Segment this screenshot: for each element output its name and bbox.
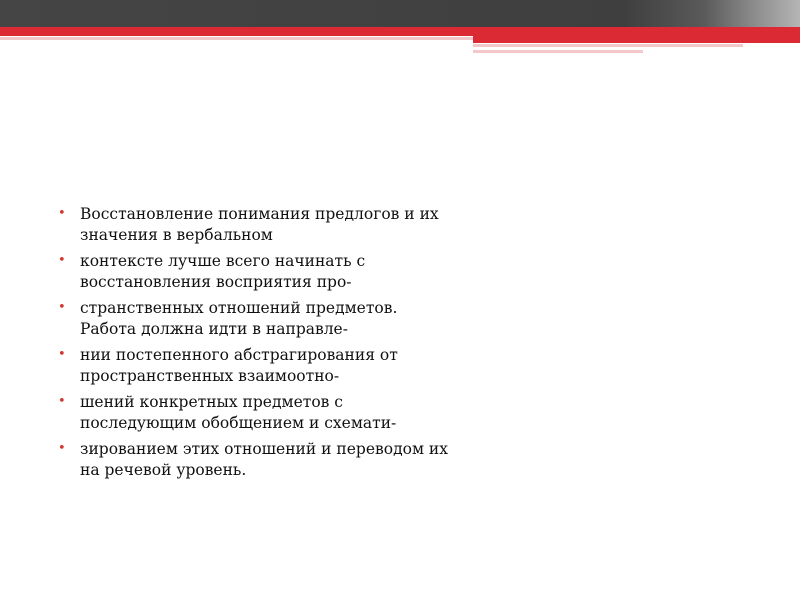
bullet-text: странственных отношений предметов. Работа должна идти в направле- xyxy=(80,299,398,338)
list-item xyxy=(58,439,458,480)
list-item xyxy=(58,298,458,339)
list-item xyxy=(58,392,458,433)
bullet-icon: • xyxy=(58,206,66,221)
accent-line-right-short xyxy=(473,50,643,53)
bullet-text: шений конкретных предметов с последующим обобщением и схемати- xyxy=(80,393,397,432)
list-item xyxy=(58,204,458,245)
header-band xyxy=(0,0,800,27)
slide-body xyxy=(58,204,458,486)
accent-line-right xyxy=(473,44,743,47)
accent-line-left xyxy=(0,37,473,40)
bullet-icon: • xyxy=(58,300,66,315)
bullet-icon: • xyxy=(58,441,66,456)
bullet-text: зированием этих отношений и переводом их на речевой уровень. xyxy=(80,440,448,479)
bullet-icon: • xyxy=(58,253,66,268)
accent-stripe xyxy=(0,27,800,36)
accent-stripe-extension xyxy=(473,36,800,43)
bullet-text: контексте лучше всего начинать с восстановления восприятия про- xyxy=(80,252,366,291)
bullet-text: нии постепенного абстрагирования от пространственных взаимоотно- xyxy=(80,346,398,385)
list-item xyxy=(58,345,458,386)
bullet-text: Восстановление понимания предлогов и их значения в вербальном xyxy=(80,205,439,244)
bullet-icon: • xyxy=(58,347,66,362)
bullet-icon: • xyxy=(58,394,66,409)
list-item xyxy=(58,251,458,292)
bullet-list xyxy=(58,204,458,480)
